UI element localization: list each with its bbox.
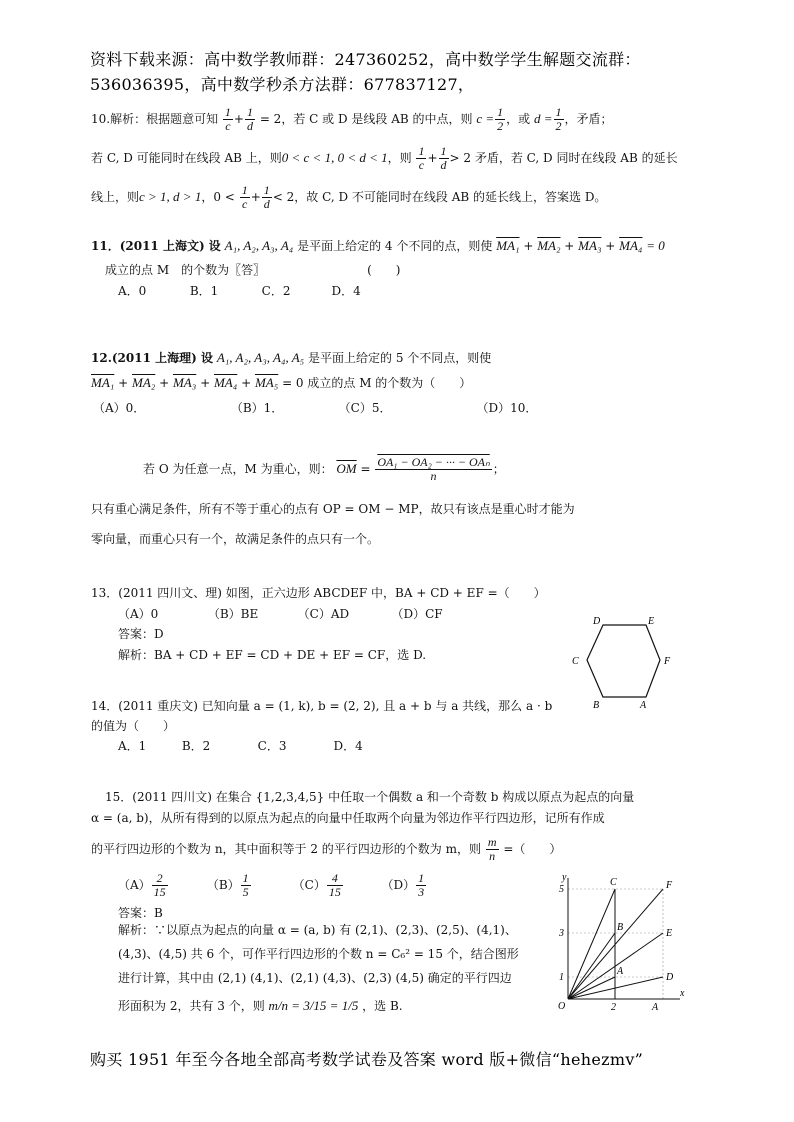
q12-line-2: MA₁ + MA₂ + MA₃ + MA₄ + MA₅ = 0 成立的点 M 的个数为（ ） xyxy=(91,375,472,390)
q15-analysis-1: 解析：∵以原点为起点的向量 α = (a, b) 有 (2,1)、(2,3)、(2,5)、(4,1)、 xyxy=(118,923,517,937)
q15-line-2: α = (a, b)，从所有得到的以原点为起点的向量中任取两个向量为邻边作平行四边形，记所有作成 xyxy=(91,811,605,825)
hex-label-f: F xyxy=(664,656,671,667)
fraction: OA₁ − OA₂ − ··· − OAₙ n xyxy=(377,455,490,483)
graph-tick-1: 1 xyxy=(559,972,564,983)
footer-text: 购买 1951 年至今各地全部高考数学试卷及答案 word 版+微信“hehezmv” xyxy=(90,1050,644,1069)
q12-note-2: 只有重心满足条件，所有不等于重心的点有 OP = OM − MP，故只有该点是重心时才能为 xyxy=(91,502,575,516)
graph-label-d: D xyxy=(666,972,674,983)
q11-line-2: 成立的点 M 的个数为〖答〗 ( ) xyxy=(105,263,401,277)
graph-label-b: B xyxy=(617,922,624,933)
graph-label-y: y xyxy=(562,872,567,883)
hex-label-d: D xyxy=(593,616,601,627)
graph-tick-3: 3 xyxy=(559,928,564,939)
fraction: $\frac{1}{c}$ xyxy=(241,183,248,211)
q10-line-1: 10.解析：根据题意可知 $\frac{1}{c}$ + $\frac{1}{d}$ = 2，若 C 或 D 是线段 AB 的中点，则 c = $\frac{1}{2}$ ，或 d = $\frac{1}{2}$ ，矛盾； xyxy=(91,105,613,133)
q15-line-1: 15．(2011 四川文) 在集合 {1,2,3,4,5} 中任取一个偶数 a 和一个奇数 b 构成以原点为起点的向量 xyxy=(105,790,635,804)
graph-label-f: F xyxy=(666,880,673,891)
fraction: $\frac{1}{c}$ xyxy=(418,144,425,172)
graph-label-e: E xyxy=(666,928,673,939)
q10-line-2: 若 C, D 可能同时在线段 AB 上，则0 < c < 1, 0 < d < 1，则 $\frac{1}{c}$ + $\frac{1}{d}$ > 2 矛盾，若 C, D 同时在线段 AB 的延长 xyxy=(91,144,678,172)
q15-analysis-4: 形面积为 2，共有 3 个，则 m/n = 3/15 = 1/5 ，选 B. xyxy=(118,998,403,1013)
q13-analysis: 解析：BA + CD + EF = CD + DE + EF = CF，选 D. xyxy=(118,648,427,662)
q13-answer: 答案：D xyxy=(118,627,164,641)
q10-text: = 2，若 C 或 D 是线段 AB 的中点，则 xyxy=(259,112,473,126)
fraction: $\frac{m}{n}$ xyxy=(487,835,497,863)
vectors xyxy=(568,889,663,999)
q13-line-1: 13．(2011 四川文、理) 如图，正六边形 ABCDEF 中，BA + CD + EF =（ ） xyxy=(91,586,546,600)
vector-grid-figure xyxy=(548,872,688,1022)
fraction: $\frac{1}{2}$ xyxy=(555,105,562,133)
q13-options: （A）0 （B）BE （C）AD （D）CF xyxy=(118,607,443,621)
q15-option-d: （D） $\frac{1}{3}$ xyxy=(381,871,425,899)
hex-label-b: B xyxy=(593,700,600,711)
fraction: $\frac{1}{d}$ xyxy=(246,105,253,133)
q15-option-c: （C） $\frac{4}{15}$ xyxy=(292,871,341,899)
graph-label-a: A xyxy=(617,966,624,977)
q15-options xyxy=(118,872,427,899)
q15-analysis-2: (4,3)、(4,5) 共 6 个，可作平行四边形的个数 n = C₆² = 15 个，结合图形 xyxy=(118,947,519,961)
fraction: $\frac{1}{2}$ xyxy=(497,105,504,133)
q15-answer: 答案：B xyxy=(118,906,163,920)
q10-text: 10.解析：根据题意可知 xyxy=(91,112,219,126)
fraction: $\frac{1}{d}$ xyxy=(263,183,270,211)
graph-tick-2: 2 xyxy=(611,1002,616,1013)
q14-line-1: 14．(2011 重庆文) 已知向量 a = (1, k), b = (2, 2), 且 a + b 与 a 共线，那么 a · b xyxy=(91,699,553,713)
q14-line-2: 的值为（ ） xyxy=(91,719,176,733)
q15-analysis-3: 进行计算，其中由 (2,1) (4,1)、(2,1) (4,3)、(2,3) (4,5) 确定的平行四边 xyxy=(118,971,512,985)
graph-label-a-axis: A xyxy=(652,1002,659,1013)
graph-tick-5: 5 xyxy=(559,884,564,895)
q15-line-3: 的平行四边形的个数为 n，其中面积等于 2 的平行四边形的个数为 m，则 $\frac{m}{n}$ =（ ） xyxy=(91,835,562,863)
q12-options: （A）0． （B）1． （C）5． （D）10． xyxy=(93,401,538,415)
q12-line-1: 12.(2011 上海理) 设 A₁, A₂, A₃, A₄, A₅ 是平面上给定的 5 个不同点，则使 xyxy=(91,350,492,365)
hex-label-e: E xyxy=(648,616,655,627)
q11-options: A．0 B．1 C．2 D．4 xyxy=(118,284,361,298)
fraction: $\frac{1}{d}$ xyxy=(440,144,447,172)
hex-label-c: C xyxy=(572,656,579,667)
graph-label-o: O xyxy=(558,1001,566,1012)
q14-options: A．1 B．2 C．3 D．4 xyxy=(118,739,363,753)
header-line-1: 资料下载来源：高中数学教师群：247360252，高中数学学生解题交流群： xyxy=(90,50,641,69)
q15-option-a: （A） $\frac{2}{15}$ xyxy=(118,871,166,899)
graph-label-c: C xyxy=(610,877,617,888)
graph-label-x: x xyxy=(680,988,685,999)
q15-option-b: （B） $\frac{1}{5}$ xyxy=(206,871,249,899)
q11-line-1: 11．(2011 上海文) 设 A₁, A₂, A₃, A₄ 是平面上给定的 4 个不同的点，则使 MA₁ + MA₂ + MA₃ + MA₄ = 0 xyxy=(91,238,665,253)
q10-line-3: 线上，则c > 1, d > 1，0 < $\frac{1}{c}$ + $\frac{1}{d}$ < 2，故 C, D 不可能同时在线段 AB 的延长线上，答案选 D。 xyxy=(91,183,607,211)
fraction: $\frac{1}{c}$ xyxy=(224,105,231,133)
hexagon-shape xyxy=(587,625,660,697)
header-line-2: 536036395，高中数学秒杀方法群：677837127， xyxy=(90,75,475,94)
q12-note-1: 若 O 为任意一点，M 为重心，则： $\overline{OM}$ = OA₁ − OA₂ − ··· − OAₙ n ； xyxy=(143,455,505,483)
hexagon-figure xyxy=(560,612,680,712)
q12-note-3: 零向量，而重心只有一个，故满足条件的点只有一个。 xyxy=(91,532,380,546)
hex-label-a: A xyxy=(640,700,647,711)
